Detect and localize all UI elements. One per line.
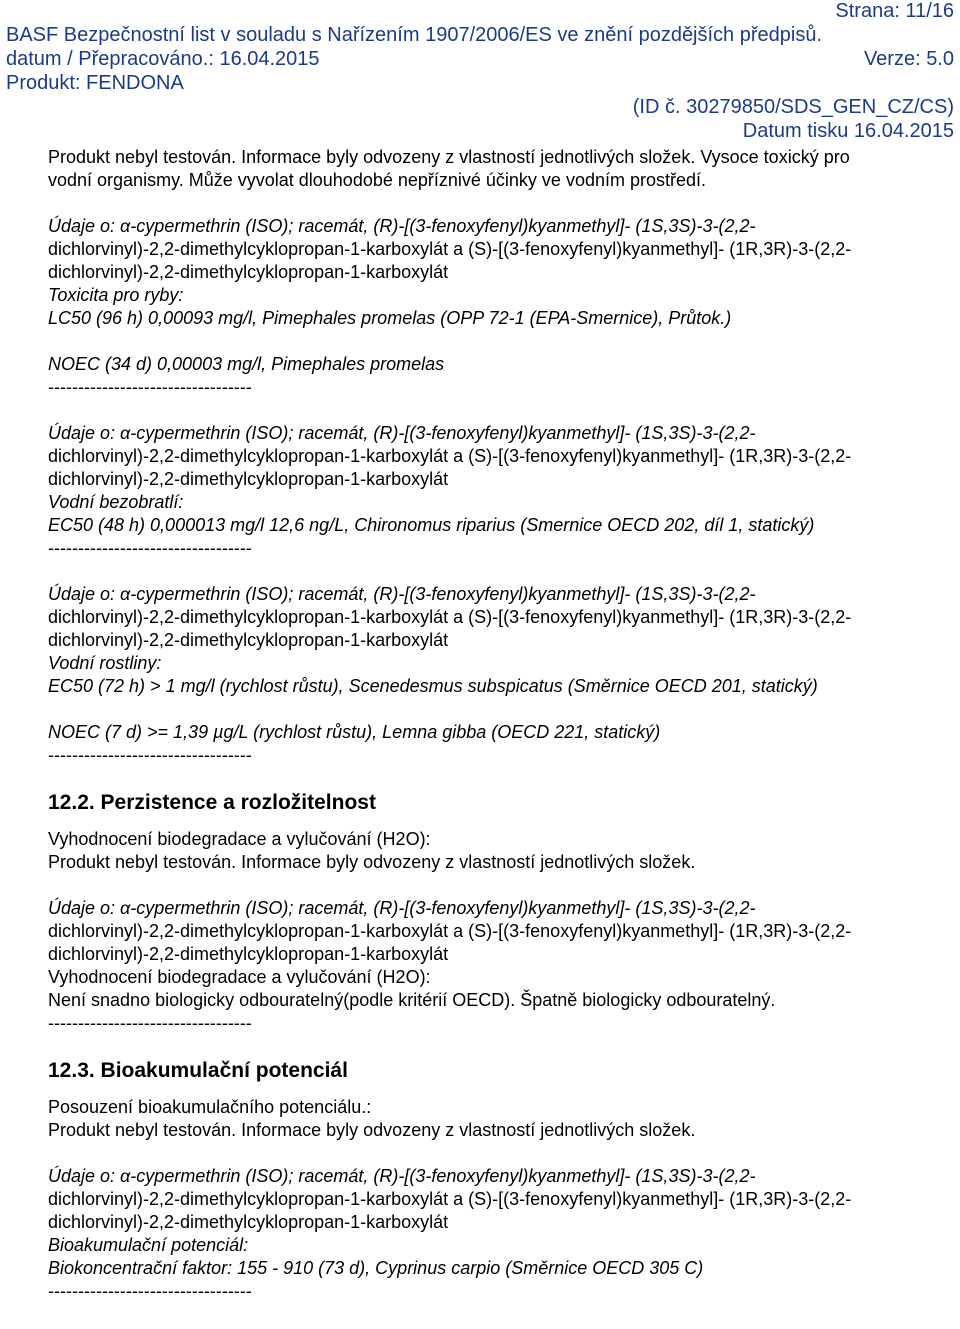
substance-line: dichlorvinyl)-2,2-dimethylcyklopropan-1-karboxylát bbox=[48, 469, 449, 489]
product-name: Produkt: FENDONA bbox=[6, 72, 184, 94]
substance-line: Údaje o: α-cypermethrin (ISO); racemát, (R)-[(3-fenoxyfenyl)kyanmethyl]- (1S,3S)-3-(2,2- bbox=[48, 423, 756, 443]
substance-line: dichlorvinyl)-2,2-dimethylcyklopropan-1-karboxylát bbox=[48, 944, 449, 964]
print-date: Datum tisku 16.04.2015 bbox=[742, 120, 954, 142]
not-tested-note: Produkt nebyl testován. Informace byly odvozeny z vlastností jednotlivých složek. bbox=[48, 1120, 696, 1140]
document-id: (ID č. 30279850/SDS_GEN_CZ/CS) bbox=[632, 96, 954, 118]
substance-line: Údaje o: α-cypermethrin (ISO); racemát, (R)-[(3-fenoxyfenyl)kyanmethyl]- (1S,3S)-3-(2,2- bbox=[48, 898, 756, 918]
bioaccumulation-label: Bioakumulační potenciál: bbox=[48, 1235, 249, 1255]
separator: ---------------------------------- bbox=[48, 538, 252, 558]
substance-line: dichlorvinyl)-2,2-dimethylcyklopropan-1-karboxylát a (S)-[(3-fenoxyfenyl)kyanmethyl]- (1R,3R)-3-(2,2- bbox=[48, 921, 852, 941]
substance-line: dichlorvinyl)-2,2-dimethylcyklopropan-1-karboxylát a (S)-[(3-fenoxyfenyl)kyanmethyl]- (1R,3R)-3-(2,2- bbox=[48, 446, 852, 466]
document-title: BASF Bezpečnostní list v souladu s Nařízením 1907/2006/ES ve znění pozdějších předpisů. bbox=[6, 24, 823, 46]
substance-line: Údaje o: α-cypermethrin (ISO); racemát, (R)-[(3-fenoxyfenyl)kyanmethyl]- (1S,3S)-3-(2,2- bbox=[48, 216, 756, 236]
biodegradation-label: Vyhodnocení biodegradace a vylučování (H2O): bbox=[48, 829, 431, 849]
bioaccumulation-result: Biokoncentrační faktor: 155 - 910 (73 d), Cyprinus carpio (Směrnice OECD 305 C) bbox=[48, 1258, 704, 1278]
plants-ec50: EC50 (72 h) > 1 mg/l (rychlost růstu), Scenedesmus subspicatus (Směrnice OECD 201, statický) bbox=[48, 676, 818, 696]
substance-line: dichlorvinyl)-2,2-dimethylcyklopropan-1-karboxylát a (S)-[(3-fenoxyfenyl)kyanmethyl]- (1R,3R)-3-(2,2- bbox=[48, 607, 852, 627]
substance-line: dichlorvinyl)-2,2-dimethylcyklopropan-1-karboxylát bbox=[48, 630, 449, 650]
substance-line: dichlorvinyl)-2,2-dimethylcyklopropan-1-karboxylát bbox=[48, 262, 449, 282]
biodegradation-result: Není snadno biologicky odbouratelný(podle kritérií OECD). Špatně biologicky odbouratelný. bbox=[48, 990, 776, 1010]
page-number: Strana: 11/16 bbox=[835, 0, 954, 22]
revision-date: datum / Přepracováno.: 16.04.2015 bbox=[6, 48, 320, 70]
bioaccumulation-assessment-label: Posouzení bioakumulačního potenciálu.: bbox=[48, 1097, 372, 1117]
fish-noec: NOEC (34 d) 0,00003 mg/l, Pimephales promelas bbox=[48, 354, 445, 374]
section-heading-12-3: 12.3. Bioakumulační potenciál bbox=[48, 1059, 348, 1082]
invertebrates-ec50: EC50 (48 h) 0,000013 mg/l 12,6 ng/L, Chironomus riparius (Smernice OECD 202, díl 1, statický) bbox=[48, 515, 815, 535]
separator: ---------------------------------- bbox=[48, 1281, 252, 1301]
separator: ---------------------------------- bbox=[48, 377, 252, 397]
substance-line: Údaje o: α-cypermethrin (ISO); racemát, (R)-[(3-fenoxyfenyl)kyanmethyl]- (1S,3S)-3-(2,2- bbox=[48, 1166, 756, 1186]
plants-noec: NOEC (7 d) >= 1,39 µg/L (rychlost růstu), Lemna gibba (OECD 221, statický) bbox=[48, 722, 661, 742]
substance-line: dichlorvinyl)-2,2-dimethylcyklopropan-1-karboxylát bbox=[48, 1212, 449, 1232]
separator: ---------------------------------- bbox=[48, 745, 252, 765]
plants-label: Vodní rostliny: bbox=[48, 653, 162, 673]
substance-line: dichlorvinyl)-2,2-dimethylcyklopropan-1-karboxylát a (S)-[(3-fenoxyfenyl)kyanmethyl]- (1R,3R)-3-(2,2- bbox=[48, 1189, 852, 1209]
not-tested-note: Produkt nebyl testován. Informace byly odvozeny z vlastností jednotlivých složek. bbox=[48, 852, 696, 872]
fish-lc50: LC50 (96 h) 0,00093 mg/l, Pimephales promelas (OPP 72-1 (EPA-Smernice), Průtok.) bbox=[48, 308, 732, 328]
fish-toxicity-label: Toxicita pro ryby: bbox=[48, 285, 184, 305]
version: Verze: 5.0 bbox=[863, 48, 954, 70]
substance-line: dichlorvinyl)-2,2-dimethylcyklopropan-1-karboxylát a (S)-[(3-fenoxyfenyl)kyanmethyl]- (1R,3R)-3-(2,2- bbox=[48, 239, 852, 259]
section-heading-12-2: 12.2. Perzistence a rozložitelnost bbox=[48, 791, 376, 814]
biodegradation-label: Vyhodnocení biodegradace a vylučování (H2O): bbox=[48, 967, 431, 987]
document-body bbox=[48, 146, 953, 1303]
invertebrates-label: Vodní bezobratlí: bbox=[48, 492, 184, 512]
intro-text: vodní organismy. Může vyvolat dlouhodobé nepříznivé účinky ve vodním prostředí. bbox=[48, 170, 707, 190]
separator: ---------------------------------- bbox=[48, 1013, 252, 1033]
intro-text: Produkt nebyl testován. Informace byly odvozeny z vlastností jednotlivých složek. Vysoce toxický pro bbox=[48, 147, 850, 167]
substance-line: Údaje o: α-cypermethrin (ISO); racemát, (R)-[(3-fenoxyfenyl)kyanmethyl]- (1S,3S)-3-(2,2- bbox=[48, 584, 756, 604]
